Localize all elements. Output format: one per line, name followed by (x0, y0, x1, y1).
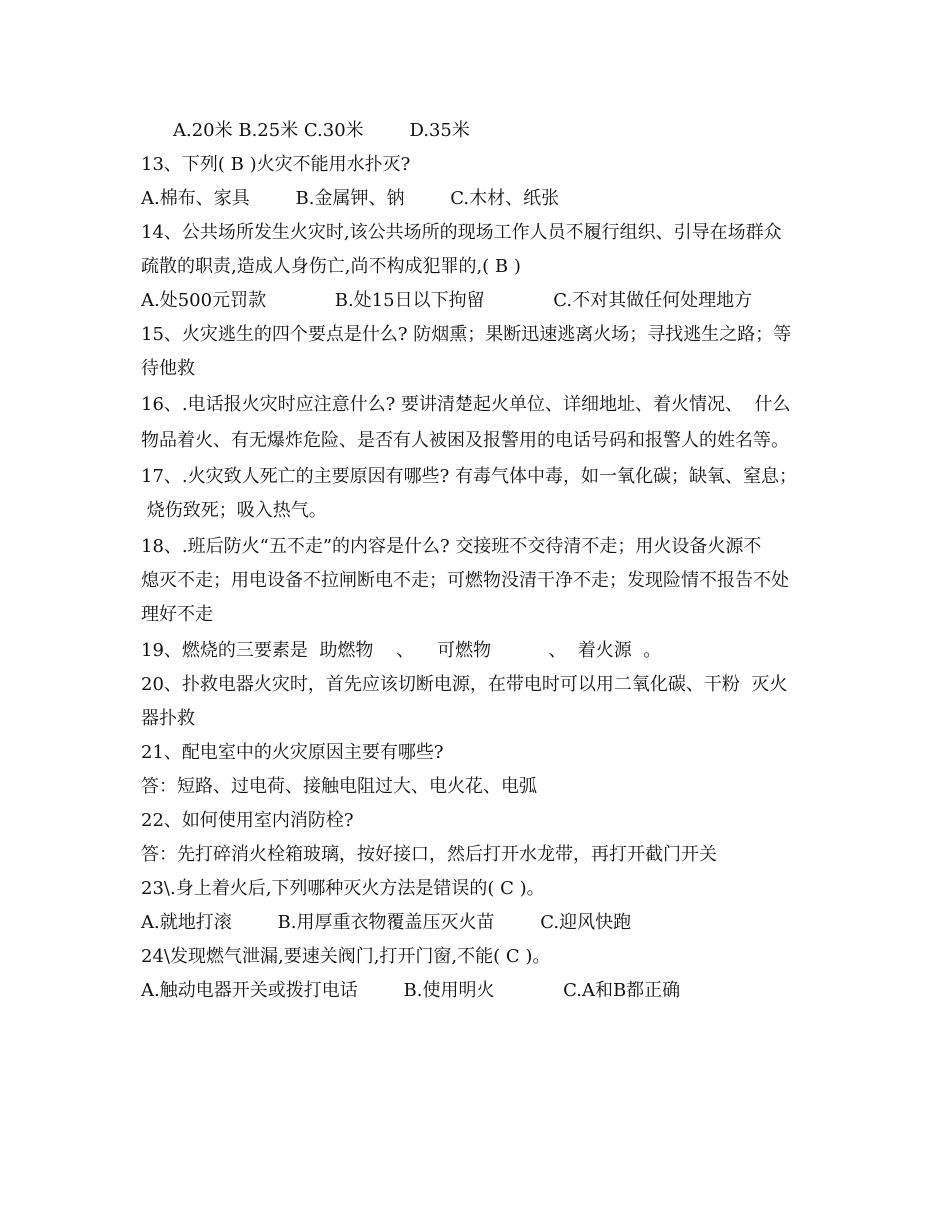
q16-answer-cont: 物品着火、有无爆炸危险、是否有人被困及报警用的电话号码和报警人的姓名等。 (141, 430, 789, 451)
q15-question: 15、火灾逃生的四个要点是什么? 防烟熏；果断迅速逃离火场；寻找逃生之路；等 (141, 324, 792, 345)
q14-question: 14、公共场所发生火灾时,该公共场所的现场工作人员不履行组织、引导在场群众 (141, 222, 782, 243)
q14-options: A.处500元罚款 B.处15日以下拘留 C.不对其做任何处理地方 (141, 290, 753, 311)
q17-answer-cont: 烧伤致死；吸入热气。 (141, 500, 327, 521)
q13-question: 13、下列( B )火灾不能用水扑灭? (141, 154, 411, 175)
q18-answer-cont-2: 理好不走 (141, 604, 213, 625)
q18-question: 18、.班后防火“五不走”的内容是什么? 交接班不交待清不走；用火设备火源不 (141, 536, 762, 557)
q13-options: A.棉布、家具 B.金属钾、钠 C.木材、纸张 (141, 188, 560, 209)
q21-answer: 答：短路、过电荷、接触电阻过大、电火花、电弧 (141, 776, 537, 797)
q20-question-cont: 器扑救 (141, 708, 195, 729)
q23-options: A.就地打滚 B.用厚重衣物覆盖压灭火苗 C.迎风快跑 (141, 912, 632, 933)
q17-question: 17、.火灾致人死亡的主要原因有哪些? 有毒气体中毒，如一氧化碳；缺氧、窒息； (141, 466, 797, 487)
q19-question: 19、燃烧的三要素是 助燃物 、 可燃物 、 着火源 。 (141, 640, 662, 661)
q22-answer: 答：先打碎消火栓箱玻璃，按好接口，然后打开水龙带，再打开截门开关 (141, 844, 717, 865)
q20-question: 20、扑救电器火灾时，首先应该切断电源，在带电时可以用二氧化碳、干粉 灭火 (141, 674, 788, 695)
q16-question: 16、.电话报火灾时应注意什么? 要讲清楚起火单位、详细地址、着火情况、 什么 (141, 394, 791, 415)
q21-question: 21、配电室中的火灾原因主要有哪些? (141, 742, 444, 763)
q15-answer-cont: 待他救 (141, 358, 195, 379)
q18-answer-cont: 熄灭不走；用电设备不拉闸断电不走；可燃物没清干净不走；发现险情不报告不处 (141, 570, 789, 591)
q22-question: 22、如何使用室内消防栓? (141, 810, 354, 831)
q12-options: A.20米 B.25米 C.30米 D.35米 (173, 120, 470, 141)
q24-question: 24\发现燃气泄漏,要速关阀门,打开门窗,不能( C )。 (141, 946, 551, 967)
q23-question: 23\.身上着火后,下列哪种灭火方法是错误的( C )。 (141, 878, 545, 899)
q14-question-cont: 疏散的职责,造成人身伤亡,尚不构成犯罪的,( B ) (141, 256, 521, 277)
q24-options: A.触动电器开关或拨打电话 B.使用明火 C.A和B都正确 (141, 980, 681, 1001)
